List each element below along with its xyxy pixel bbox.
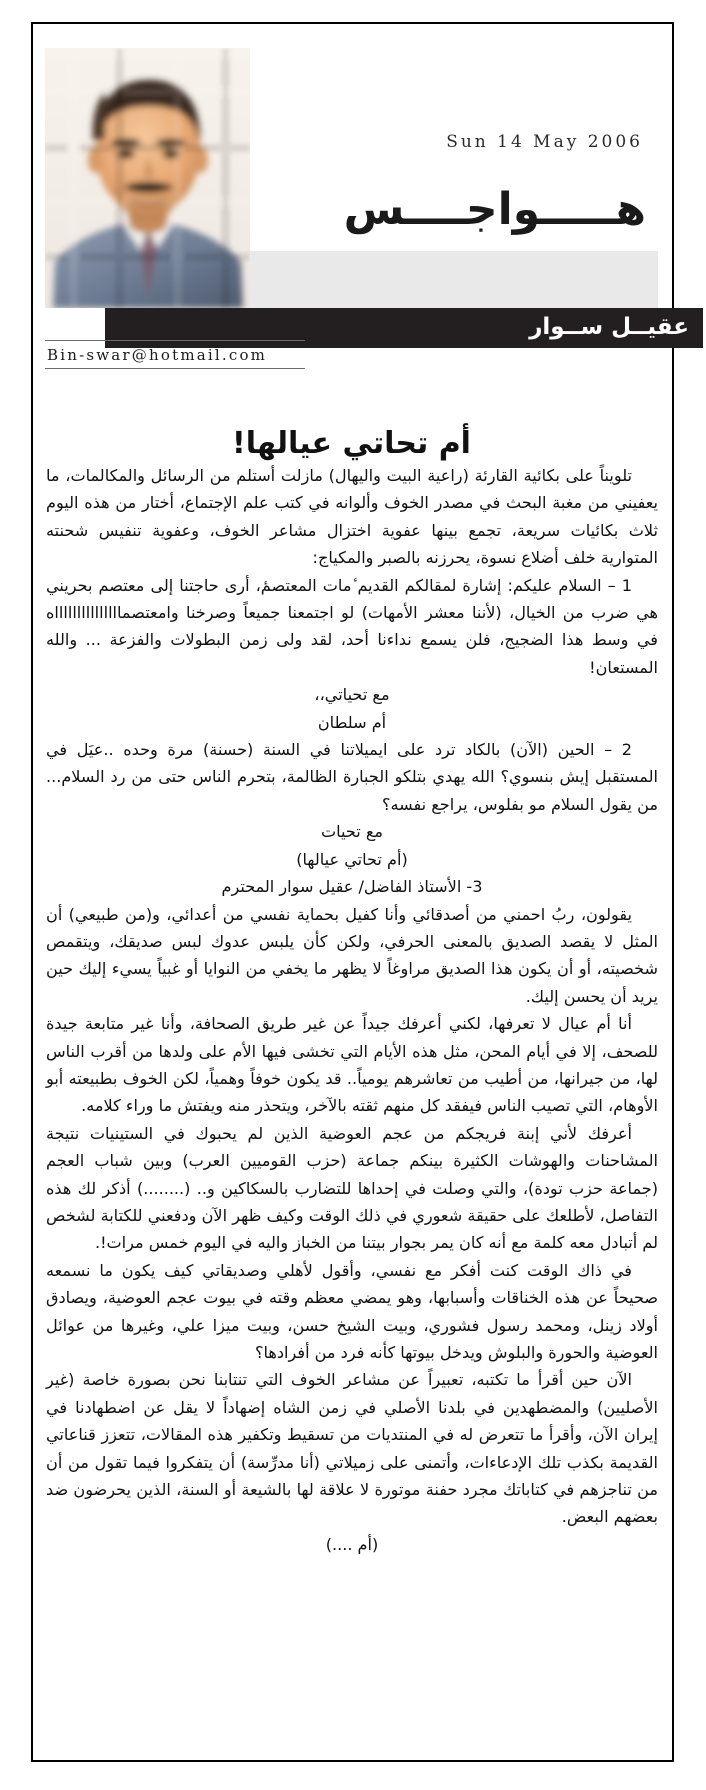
author-name: عقيــل ســوار: [529, 314, 689, 340]
email-rule-bottom: [45, 368, 305, 369]
article-paragraph: في ذاك الوقت كنت أفكر مع نفسي، وأقول لأهلي وصديقاتي كيف يكون ما نسمعه صحيحاً عن هذه الخناقات وأسبابها، وهو يمضي معظم وقته في بيوت عجم العوضية، ويصادق أولاد زينل، ومحمد رسول فشوري، وبيت الشيخ حسن، وبيت ميزا علي، وغيرها من عوائل العوضية والحورة والبلوش ويدخل بيوتها كأنه فرد من أفرادها؟: [46, 1260, 658, 1362]
article-paragraph: الآن حين أقرأ ما تكتبه، تعبيراً عن مشاعر الخوف التي تنتابنا نحن بصورة خاصة (غير الأصليين) والمضطهدين في بلدنا الأصلي في زمن الشاه إضهاداً لا يقل عن اضطهادنا في إيران الآن، وأقرأ ما تتعرض له في المنتديات من تسقيط وتكفير هذه المقالات، تتعزز قناعاتي القديمة بكذب تلك الإدعاءات، وأتمنى على زميلاتي (أنا مدرِّسة) أن يتفكروا فيما تقول من أن من تناجزهم في كتاباتك مجرد حفنة موتورة لا علاقة لها بالشيعة أو السنة، الذين يحرضون ضد بعضهم البعض.: [46, 1370, 658, 1527]
article-paragraph: أعرفك لأني إبنة فريجكم من عجم العوضية الذين لم يحبوك في الستينيات نتيجة المشاحنات والهوشات الكثيرة بينكم جماعة (حزب القوميين العرب) وبين شباب العجم (جماعة حزب تودة)، والتي وصلت في إحداها للتضارب بالسكاكين و.. (........) أذكر لك هذه التفاصل، لأطلعك على حقيقة شعوري في ذلك الوقت وكيف ظهر الآن ودفعني للكتابة لشخص لم أتبادل معه كلمة مع أنه كان يمر بجوار بيتنا من الخباز واليه في اليوم خمس مرات!.: [46, 1123, 658, 1253]
column-title: هـــــواجــــس: [343, 184, 646, 235]
column-masthead: [45, 48, 689, 340]
page-border-left: [31, 22, 33, 1762]
article-paragraph: مع تحياتي،،: [314, 685, 390, 705]
article-paragraph: مع تحيات: [320, 822, 384, 842]
masthead-grey-band: [250, 251, 658, 308]
article-headline: أم تحاتي عيالها!: [232, 426, 471, 462]
author-portrait-photo: [45, 48, 250, 308]
article-body: [46, 462, 658, 1558]
article-paragraph: 3- الأستاذ الفاضل/ عقيل سوار المحترم: [221, 877, 483, 897]
page-border-right: [672, 22, 674, 1762]
article-paragraph: (أم ....): [325, 1534, 379, 1554]
article-paragraph: تلويناً على بكائية القارئة (راعية البيت واليهال) مازلت أستلم من الرسائل والمكالمات، ما يعفيني من مغبة البحث في مصدر الخوف وألوانه في كتب علم الإجتماع، أختار من هذه اليوم ثلاث بكائيات سريعة، تجمع بينها عفوية اختزال مشاعر الخوف، وعفوية تنفيس شحنته المتوارية خلف أضلاع نسوة، يحرزنه بالصبر والمكياج:: [46, 466, 658, 568]
page-border-top: [31, 22, 674, 24]
article-paragraph: (أم تحاتي عيالها): [296, 849, 408, 869]
page-border-bottom: [31, 1760, 674, 1762]
article-paragraph: يقولون، ربُ احمني من أصدقائي وأنا كفيل بحماية نفسي من أعدائي، و(من طبيعي) أن المثل لا يقصد الصديق بالمعنى الحرفي، ولكن كأن يلبس عدوك لبس صديقك، ويتقمص شخصيته، أو أن يكون هذا الصديق مراوغاً لا يظهر ما يخفي من النوايا أو غبياً يسيء إليك حين يريد أن يحسن إليك.: [46, 904, 658, 1006]
article-paragraph: 2 – الحين (الآن) بالكاد ترد على ايميلاتنا في السنة (حسنة) مرة وحده ..عيَل في المستقبل إيش بنسوي؟ الله يهدي بتلكو الجبارة الظالمة، بتحرم الناس حتى من رد السلام... من يقول السلام مو بفلوس، يراجع نفسه؟: [46, 740, 658, 814]
publication-date: Sun 14 May 2006: [446, 132, 643, 152]
contact-email-block: [45, 340, 305, 369]
article-paragraph: أنا أم عيال لا تعرفها، لكني أعرفك جيداً عن غير طريق الصحافة، وأنا غير متابعة جيدة للصحف، إلا في أيام المحن، مثل هذه الأيام التي تخشى فيها الأم على ولدها من أقرب الناس لها، من جيرانها، من أطيب من تعاشرهم يومياً.. قد يكون خوفاً وهمياً، لكن الخوف بطبيعته أبو الأوهام، التي تصيب الناس فيفقد كل منهم ثقته بالآخر، ويتحذر منه ويفتش ما وراء كلامه.: [46, 1014, 658, 1116]
author-email-link[interactable]: Bin-swar@hotmail.com: [47, 346, 268, 364]
article-paragraph: أم سلطان: [317, 712, 387, 732]
article-paragraph: 1 – السلام عليكم: إشارة لمقالكم القديم ٔمات المعتصمٔ، أرى حاجتنا إلى معتصم بحريني هي ضرب من الخيال، (لأننا معشر الأمهات) لو اجتمعنا جميعاً وصرخنا وامعتصماااااااااااااااه في وسط هذا الضجيج، فلن يسمع نداءنا أحد، لقد ولى زمن البطولات والفزعة ... والله المستعان!: [46, 575, 658, 677]
